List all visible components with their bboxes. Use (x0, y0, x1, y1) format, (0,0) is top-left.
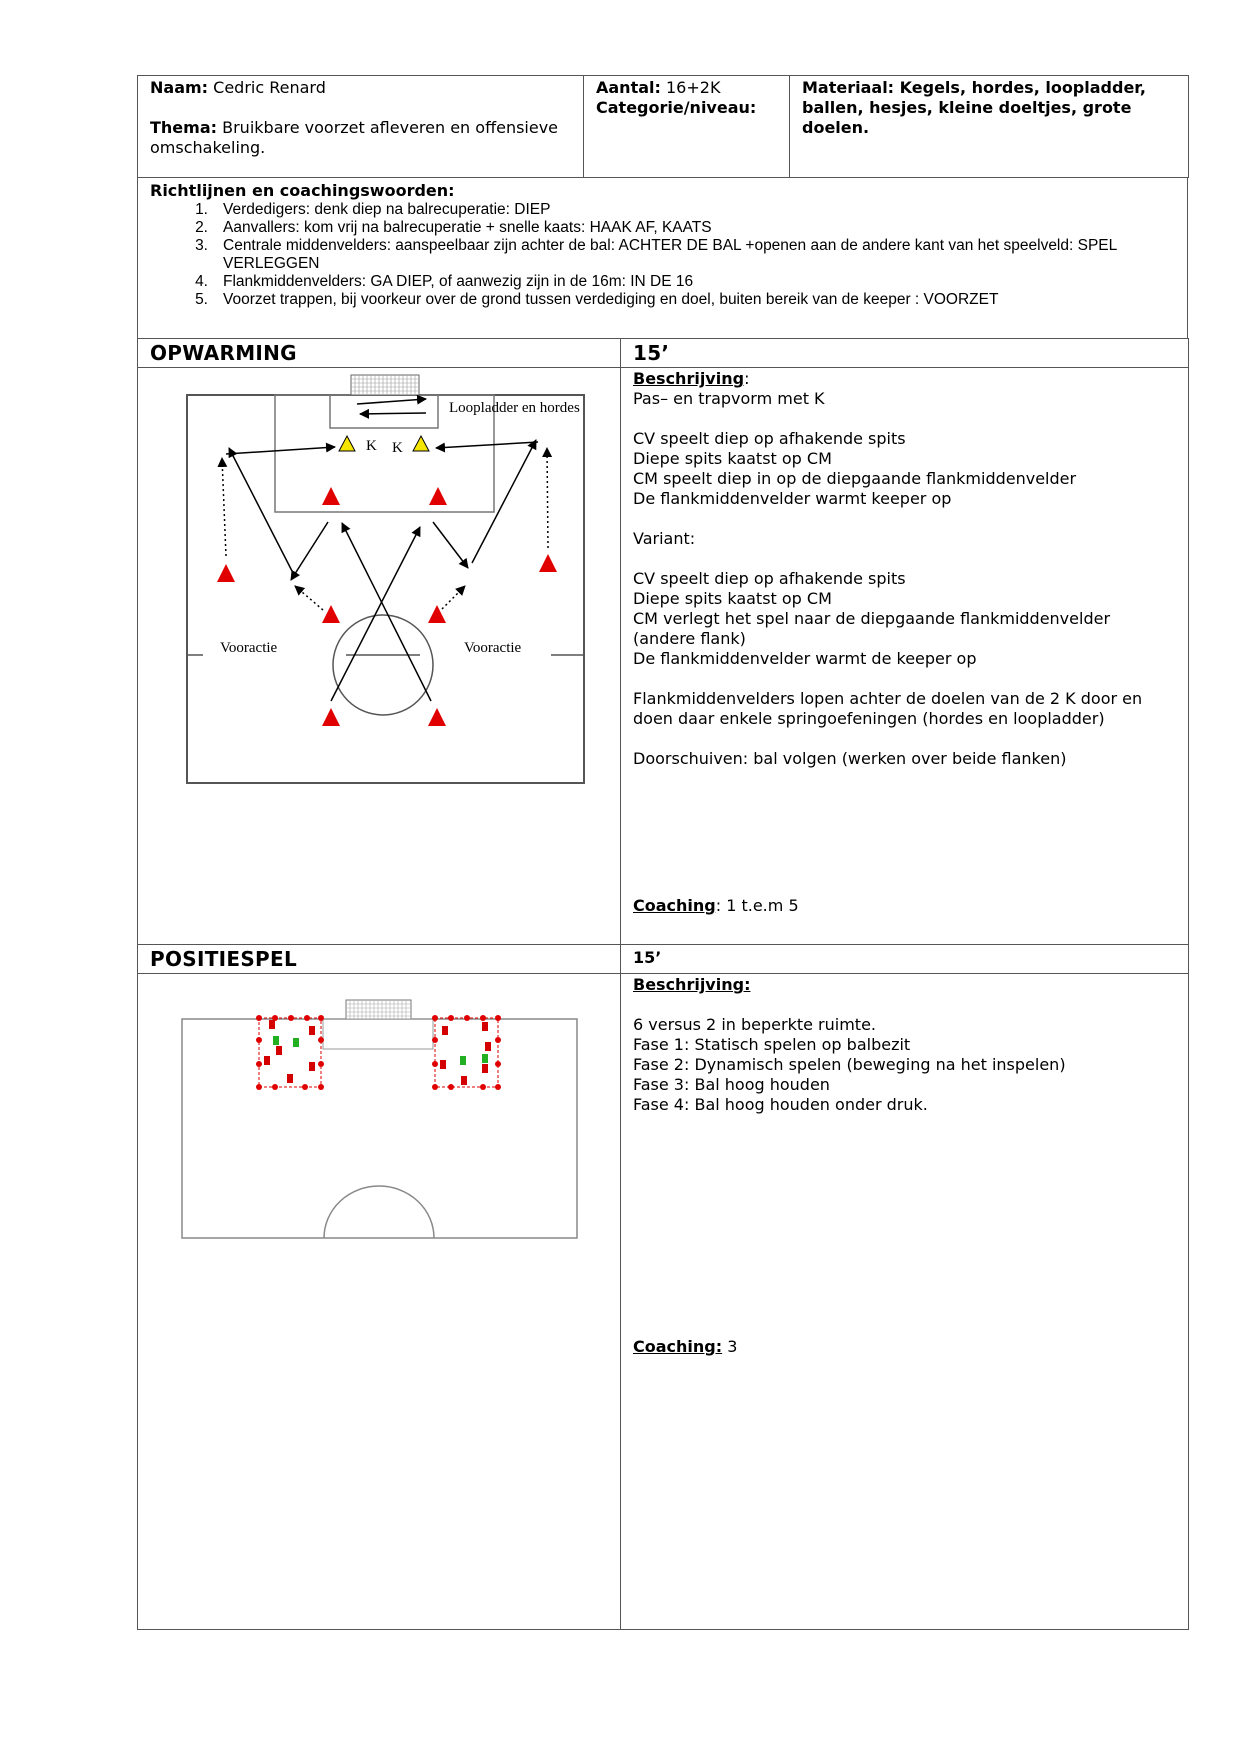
guideline-item: 1. Verdedigers: denk diep na balrecuperatie: DIEP (195, 201, 551, 218)
keeper-label: K (392, 440, 403, 456)
cone-red (429, 487, 447, 505)
aantal-value: 16+2K (666, 78, 721, 97)
guidelines-cell (138, 178, 1188, 339)
naam-thema-cell (138, 76, 584, 178)
materiaal-cell (790, 76, 1189, 178)
positiespel-coaching: Coaching: 3 (633, 1337, 738, 1356)
cone-red (322, 605, 340, 623)
cone-red (322, 708, 340, 726)
centre-circle (333, 615, 433, 715)
guidelines-table (137, 177, 1188, 339)
opwarming-diagram (138, 368, 620, 940)
desc-line: Fase 4: Bal hoog houden onder druk. (633, 1095, 928, 1114)
thema-label: Thema: (150, 118, 218, 137)
categorie-label: Categorie/niveau: (596, 98, 757, 117)
cone-red (217, 564, 235, 582)
vooractie-left-label: Vooractie (220, 640, 278, 656)
desc-line: CM speelt diep in op de diepgaande flankmiddenvelder (633, 469, 1077, 488)
desc-line: CM verlegt het spel naar de diepgaande flankmiddenvelder (andere flank) (633, 609, 1111, 648)
desc-line: Fase 3: Bal hoog houden (633, 1075, 830, 1094)
variant-label: Variant: (633, 529, 696, 548)
cone-red (539, 554, 557, 572)
cone-yellow (339, 436, 355, 451)
positiespel-title: POSITIESPEL (138, 945, 621, 974)
desc-line: Flankmiddenvelders lopen achter de doelen van de 2 K door en doen daar enkele springoefeningen (hordes en loopladder) (633, 689, 1143, 728)
guideline-item: 3. Centrale middenvelders: aanspeelbaar zijn achter de bal: ACHTER DE BAL +openen aan de andere kant van het speelveld: SPEL VERLEGGEN (195, 237, 1117, 272)
desc-line: CV speelt diep op afhakende spits (633, 569, 906, 588)
guidelines-title: Richtlijnen en coachingswoorden: (150, 181, 455, 200)
naam-value: Cedric Renard (213, 78, 326, 97)
positiespel-desc-label: Beschrijving: (633, 975, 751, 994)
goal-area (323, 1019, 433, 1049)
ladder-label: Loopladder en hordes (449, 400, 580, 416)
thema-value: Bruikbare voorzet afleveren en offensieve omschakeling. (150, 118, 559, 157)
cone-red (322, 487, 340, 505)
opwarming-table (137, 338, 1189, 1630)
opwarming-coaching: Coaching: 1 t.e.m 5 (633, 896, 799, 915)
header-table (137, 75, 1189, 178)
green-players (273, 1036, 488, 1065)
opwarming-description: Beschrijving: Pas– en trapvorm met K CV speelt diep op afhakende spits Diepe spits kaatst op CM CM speelt diep in op de diepgaande flankmiddenvelder De flankmiddenvelder warmt keeper op Variant: CV speelt diep op afhakende spits Diepe spits kaatst op CM CM verlegt het spel naar de diepgaande flankmiddenvelder (andere flank) De flankmiddenvelder warmt de keeper op Flankmiddenvelders lopen achter de doelen van de 2 K door en doen daar enkele springoefeningen (hordes en loopladder) Doorschuiven: bal volgen (werken over beide flanken) Coaching: 1 t.e.m 5 (621, 368, 1189, 945)
guideline-item: 2. Aanvallers: kom vrij na balrecuperatie + snelle kaats: HAAK AF, KAATS (195, 219, 712, 236)
positiespel-description (621, 974, 1189, 1630)
cone-yellow (413, 436, 429, 451)
centre-arc (324, 1186, 434, 1238)
desc-line: De flankmiddenvelder warmt de keeper op (633, 649, 977, 668)
naam-label: Naam: (150, 78, 209, 97)
desc-line: CV speelt diep op afhakende spits (633, 429, 906, 448)
vooractie-right-label: Vooractie (464, 640, 522, 656)
positiespel-duration: 15’ (621, 945, 1189, 974)
field-outline (182, 1019, 577, 1238)
desc-line: Doorschuiven: bal volgen (werken over beide flanken) (633, 749, 1067, 768)
goal (351, 375, 419, 395)
positiespel-diagram (138, 974, 620, 1625)
guidelines-list (150, 201, 1175, 309)
desc-line: Pas– en trapvorm met K (633, 389, 825, 408)
desc-line: Diepe spits kaatst op CM (633, 589, 832, 608)
materiaal-value: Kegels, hordes, loopladder, ballen, hesjes, kleine doeltjes, grote doelen. (802, 78, 1146, 137)
session-sheet (137, 75, 1188, 1630)
red-players (264, 1020, 491, 1085)
desc-line: De flankmiddenvelder warmt keeper op (633, 489, 952, 508)
desc-line: Diepe spits kaatst op CM (633, 449, 832, 468)
desc-line: 6 versus 2 in beperkte ruimte. (633, 1015, 876, 1034)
cone-red (428, 708, 446, 726)
positiespel-diagram-cell (138, 974, 621, 1630)
aantal-label: Aantal: (596, 78, 661, 97)
opwarming-title: OPWARMING (138, 339, 621, 368)
desc-line: Fase 2: Dynamisch spelen (beweging na het inspelen) (633, 1055, 1066, 1074)
opwarming-duration: 15’ (621, 339, 1189, 368)
aantal-cell (584, 76, 790, 178)
guideline-item: 5. Voorzet trappen, bij voorkeur over de grond tussen verdediging en doel, buiten bereik van de keeper : VOORZET (195, 291, 999, 308)
opwarming-desc-label: Beschrijving (633, 369, 745, 388)
desc-line: Fase 1: Statisch spelen op balbezit (633, 1035, 911, 1054)
guideline-item: 4. Flankmiddenvelders: GA DIEP, of aanwezig zijn in de 16m: IN DE 16 (195, 273, 694, 290)
keeper-label: K (366, 438, 377, 454)
materiaal-label: Materiaal: (802, 78, 895, 97)
opwarming-diagram-cell (138, 368, 621, 945)
